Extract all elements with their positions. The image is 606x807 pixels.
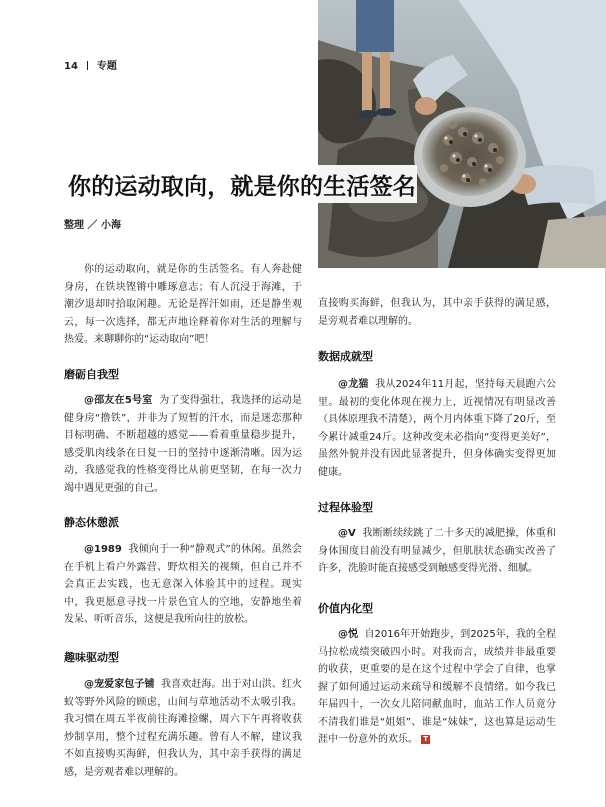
section-handle-1: @邵友在5号室: [84, 395, 153, 406]
header-divider: [87, 61, 88, 70]
section-body-5: 我断断续续跳了二十多天的减肥操，体重和身体围度目前没有明显减少，但肌肤状态确实改善了许多，洗脸时能直接感受到触感变得光滑、细腻。: [318, 528, 557, 574]
section-paragraph-2: [64, 541, 302, 629]
section-paragraph-5: [318, 525, 556, 578]
article-author: 整理 ／ 小海: [64, 220, 121, 231]
section-handle-3: @宠爱家包子铺: [84, 679, 155, 690]
section-paragraph-6: [318, 626, 556, 749]
section-body-3: 我喜欢赶海。出于对山洪、红火蚁等野外风险的顾虑，山间与草地活动不太吸引我。我习惯在周五半夜前往海滩捡螺，周六下午再将收获炒制享用，整个过程充满乐趣。曾有人不解，建议我不如直接购买海鲜，但我认为，其中亲手获得的满足感，是旁观者难以理解的。: [64, 679, 303, 778]
section-handle-4: @龙猫: [338, 379, 369, 390]
section-heading-2: 静态休憩派: [64, 516, 119, 529]
section-name: 专题: [96, 61, 117, 72]
section-heading-3: 趣味驱动型: [64, 651, 119, 664]
section-paragraph-3: [64, 676, 303, 778]
section-paragraph-4: [318, 376, 556, 481]
section-heading-5: 过程体验型: [318, 501, 373, 514]
section-body-6: 自2016年开始跑步，到2025年，我的全程马拉松成绩突破四小时。对我而言，成绩并非最重要的收获，更重要的是在这个过程中学会了自律，也掌握了如何通过运动来疏导和缓解不良情绪。如今我已年届四十，一次女儿陪同献血时，血站工作人员竟分不清我们谁是“姐姐”、谁是“妹妹”，这也算是运动生涯中一份意外的欢乐。: [318, 629, 556, 745]
section-paragraph-3-continued: 直接购买海鲜，但我认为，其中亲手获得的满足感，是旁观者难以理解的。: [318, 298, 556, 327]
section-body-2: 我倾向于一种“静观式”的休闲。虽然会在手机上看户外露营、野炊相关的视频，但自己并不会真正去实践，也无意深入体验其中的过程。现实中，我更愿意寻找一片景色宜人的空地，安静地坐着发呆、听听音乐，这便是我所向往的放松。: [64, 544, 302, 625]
section-heading-6: 价值内化型: [318, 602, 373, 615]
section-heading-4: 数据成就型: [318, 350, 373, 363]
running-header: [64, 57, 117, 72]
article-title: 你的运动取向，就是你的生活签名: [68, 173, 416, 200]
section-handle-2: @1989: [84, 544, 122, 555]
section-handle-5: @V: [338, 528, 356, 539]
section-paragraph-1: [64, 392, 302, 497]
intro-paragraph: 你的运动取向，就是你的生活签名。有人奔赴健身房，在铁块铿锵中雕琢意志；有人沉浸于海滩，于潮汐退却时拾取闲趣。无论是挥汗如雨，还是静坐观云，每一次选择，都无声地诠释着你对生活的理解与热爱。来聊聊你的“运动取向”吧！: [64, 264, 302, 345]
section-body-4: 我从2024年11月起，坚持每天晨跑六公里。最初的变化体现在视力上，近视情况有明显改善（具体原理我不清楚），两个月内体重下降了20斤，至今累计减重24斤。这种改变未必指向“变得更美好”，虽然外貌并没有因此显著提升，但身体确实变得更加健康。: [318, 379, 556, 478]
section-handle-6: @悦: [338, 629, 359, 640]
section-heading-1: 磨砺自我型: [64, 368, 119, 381]
beach-photo: [318, 0, 606, 268]
section-body-1: 为了变得强壮，我选择的运动是健身房“撸铁”，并非为了短暂的汗水，而是迷恋那种目标明确、不断超越的感觉——看着重量稳步提升，感受肌肉线条在日复一日的坚持中逐渐清晰。因为运动，我感觉我的性格变得比从前更坚韧，在每一次力竭中遇见更强的自己。: [64, 395, 303, 494]
beach-photo-illustration: [318, 0, 606, 268]
article-end-mark: T: [421, 735, 430, 744]
page-number: 14: [64, 61, 78, 72]
